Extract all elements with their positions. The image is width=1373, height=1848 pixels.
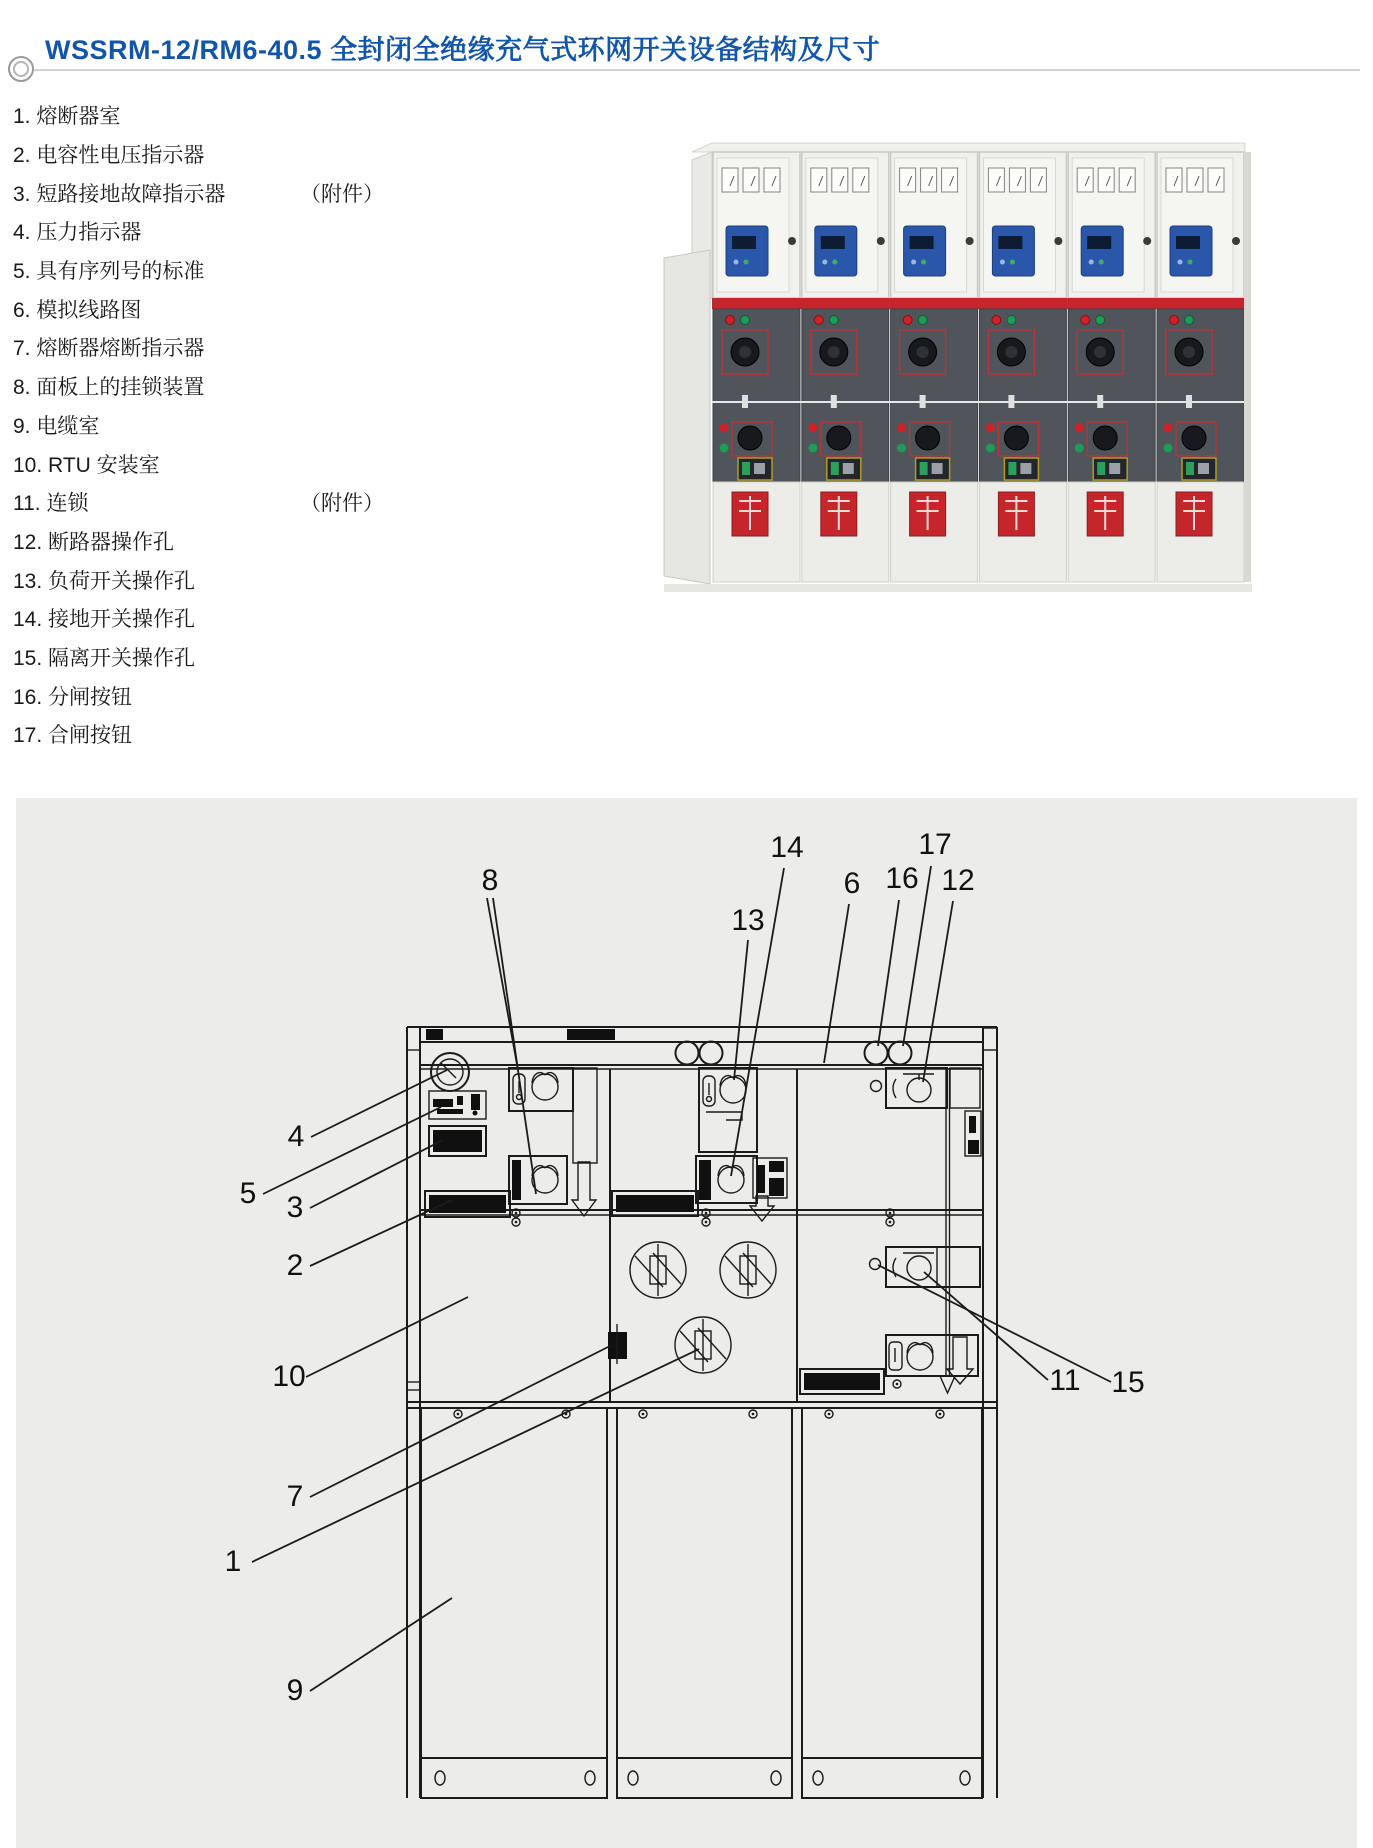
- leader-line-11: [924, 1272, 1048, 1380]
- parts-list-item: [13, 251, 573, 290]
- parts-list-item: [13, 406, 573, 445]
- part-item-text: 7. 熔断器熔断指示器: [13, 337, 205, 361]
- leader-line-8: [493, 898, 536, 1194]
- leader-line-2: [310, 1200, 452, 1266]
- title-divider: [34, 69, 1360, 71]
- earth-switch-mechanism-3: [886, 1335, 978, 1384]
- earth-switch-mechanism-2: [696, 1156, 757, 1203]
- disconnector-operating-hole: [870, 1247, 981, 1287]
- voltage-indicator-strip-2: [612, 1191, 698, 1216]
- interlock-attachment: [753, 1158, 787, 1198]
- parts-list-item: [13, 483, 573, 522]
- callout-layer: [225, 828, 1145, 1707]
- callout-1: 1: [224, 1545, 242, 1578]
- parts-list-item: [13, 715, 573, 754]
- leader-line-3: [310, 1140, 443, 1208]
- parts-list-item: [13, 135, 573, 174]
- callout-6: 6: [843, 867, 861, 900]
- part-item-text: 6. 模拟线路图: [13, 298, 142, 322]
- callout-5: 5: [239, 1177, 257, 1210]
- part-item-text: 10. RTU 安装室: [13, 453, 160, 477]
- down-arrow-icon: [750, 1196, 774, 1221]
- fault-indicator-window: [429, 1126, 486, 1156]
- structure-diagram: [0, 798, 1373, 1848]
- leader-line-4: [311, 1070, 447, 1137]
- voltage-indicator-strip-1: [425, 1191, 510, 1217]
- callout-2: 2: [286, 1249, 304, 1282]
- serial-nameplate: [429, 1091, 486, 1119]
- parts-list-item: [13, 289, 573, 328]
- callout-8: 8: [481, 864, 499, 897]
- leader-line-7: [310, 1346, 610, 1497]
- callout-13: 13: [731, 904, 765, 937]
- interlock-slot: [965, 1111, 981, 1156]
- parts-list-item: [13, 367, 573, 406]
- part-item-note: （附件）: [300, 492, 384, 516]
- leader-line-12: [923, 901, 953, 1082]
- product-photo: [650, 130, 1260, 605]
- callout-12: 12: [941, 864, 975, 897]
- fuse-compartment-windows: [630, 1242, 776, 1373]
- callout-3: 3: [286, 1191, 304, 1224]
- parts-list-item: [13, 212, 573, 251]
- parts-list-item: [13, 522, 573, 561]
- part-item-text: 16. 分闸按钮: [13, 685, 133, 709]
- callout-15: 15: [1111, 1366, 1145, 1399]
- parts-list-item: [13, 96, 573, 135]
- callout-9: 9: [286, 1674, 304, 1707]
- leader-line-10: [306, 1297, 468, 1377]
- callout-17: 17: [918, 828, 952, 861]
- leader-line-13: [734, 940, 748, 1080]
- part-item-text: 5. 具有序列号的标准: [13, 260, 205, 284]
- callout-4: 4: [287, 1120, 305, 1153]
- leader-line-9: [310, 1598, 452, 1691]
- load-switch-mechanism-1: [509, 1068, 597, 1163]
- part-item-text: 15. 隔离开关操作孔: [13, 646, 196, 670]
- part-item-text: 1. 熔断器室: [13, 105, 121, 129]
- page-title: WSSRM-12/RM6-40.5 全封闭全绝缘充气式环网开关设备结构及尺寸: [45, 35, 881, 65]
- part-item-text: 4. 压力指示器: [13, 221, 142, 245]
- parts-list-item: [13, 328, 573, 367]
- part-item-text: 14. 接地开关操作孔: [13, 608, 196, 632]
- leader-line-16: [878, 900, 899, 1046]
- part-item-text: 17. 合闸按钮: [13, 724, 133, 748]
- callout-11: 11: [1049, 1364, 1081, 1397]
- part-item-note: （附件）: [300, 182, 384, 206]
- part-item-text: 11. 连锁: [13, 492, 89, 516]
- part-item-text: 13. 负荷开关操作孔: [13, 569, 196, 593]
- panel-3-right: [800, 1068, 981, 1394]
- leader-line-15: [878, 1265, 1111, 1382]
- parts-list-item: [13, 599, 573, 638]
- callout-14: 14: [770, 831, 804, 864]
- part-item-text: 8. 面板上的挂锁装置: [13, 376, 205, 400]
- pressure-gauge: [431, 1053, 469, 1091]
- panel-2-middle: [608, 1068, 787, 1373]
- parts-list-item: [13, 444, 573, 483]
- cable-compartment-doors: [421, 1408, 982, 1798]
- parts-list-item: [13, 638, 573, 677]
- part-item-text: 2. 电容性电压指示器: [13, 144, 205, 168]
- callout-16: 16: [885, 862, 919, 895]
- leader-line-6: [824, 904, 849, 1063]
- callout-10: 10: [272, 1360, 306, 1393]
- parts-list-item: [13, 560, 573, 599]
- parts-list-item: [13, 173, 573, 212]
- parts-list: [13, 96, 573, 754]
- part-item-text: 12. 断路器操作孔: [13, 530, 175, 554]
- part-item-text: 3. 短路接地故障指示器: [13, 182, 226, 206]
- earth-switch-mechanism-1: [509, 1156, 596, 1216]
- ring-ornament-icon: [8, 56, 34, 82]
- parts-list-item: [13, 676, 573, 715]
- open-button-hole: [865, 1042, 888, 1065]
- close-button-hole: [889, 1042, 912, 1065]
- part-item-text: 9. 电缆室: [13, 414, 100, 438]
- voltage-indicator-strip-3: [800, 1369, 884, 1394]
- cabinet-outline: [407, 1027, 997, 1798]
- leader-line-1: [252, 1349, 699, 1562]
- breaker-operating-hole: [871, 1068, 948, 1108]
- callout-7: 7: [286, 1480, 304, 1513]
- down-arrow-icon: [572, 1162, 596, 1216]
